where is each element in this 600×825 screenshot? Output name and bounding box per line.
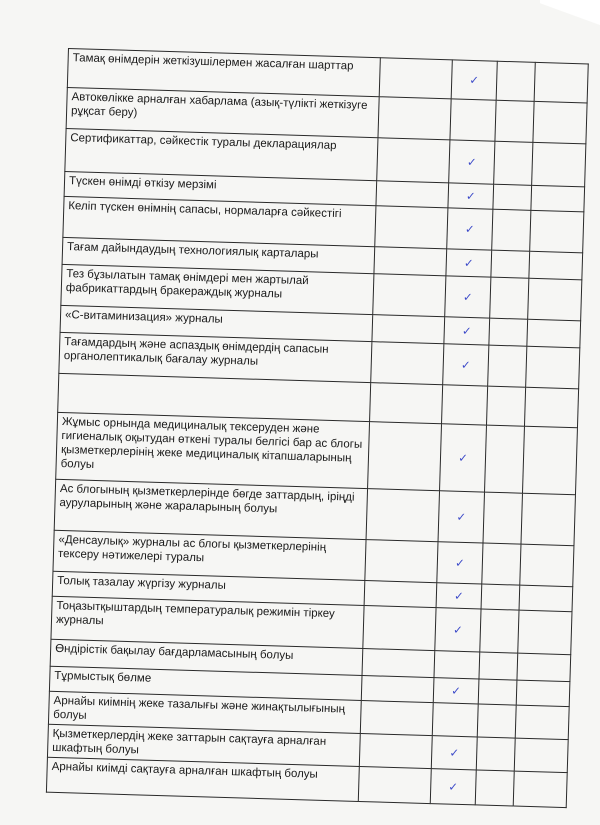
empty-cell	[376, 181, 449, 208]
row-label: Тоңазытқыштардың температуралық режимін тіркеу журналы	[51, 596, 364, 648]
empty-cell	[378, 97, 451, 140]
empty-cell	[518, 610, 572, 655]
empty-cell	[479, 652, 518, 680]
empty-cell	[490, 277, 529, 319]
empty-cell	[483, 492, 522, 544]
check-mark-icon: ✓	[457, 450, 469, 466]
empty-cell	[515, 705, 569, 740]
check-cell	[450, 99, 496, 141]
check-cell	[440, 424, 487, 492]
empty-cell	[370, 383, 443, 424]
row-label: Өндірістік бақылау бағдарламасының болуы	[50, 639, 363, 675]
empty-cell	[482, 543, 521, 585]
empty-cell	[532, 142, 586, 187]
row-label: Толық тазалау жүргізу журналы	[52, 571, 365, 605]
empty-cell	[526, 346, 580, 389]
empty-cell	[494, 141, 533, 185]
row-label: Жұмыс орнында медициналық тексеруден және гигиеналық оқытудан өткені туралы белгісі бар ас блогы қызметкерлерінің жеке медициналық кітапшаларының болуы	[56, 412, 370, 488]
check-cell	[432, 703, 478, 737]
empty-cell	[485, 425, 525, 493]
checklist-sheet	[46, 48, 589, 808]
check-mark-icon: ✓	[465, 188, 476, 204]
check-mark-icon: ✓	[466, 154, 477, 170]
row-label: Тағам дайындаудың технологиялық карталары	[62, 237, 375, 273]
check-mark-icon: ✓	[464, 221, 475, 237]
empty-cell	[374, 247, 447, 276]
empty-cell	[492, 209, 531, 251]
empty-cell	[475, 770, 514, 806]
paper-corner	[540, 0, 600, 40]
check-mark-icon: ✓	[451, 683, 462, 698]
check-cell	[433, 678, 479, 704]
empty-cell	[533, 101, 587, 144]
empty-cell	[527, 319, 581, 348]
empty-cell	[377, 138, 450, 183]
check-cell	[447, 208, 493, 250]
check-mark-icon: ✓	[453, 588, 464, 603]
empty-cell	[373, 274, 446, 317]
check-mark-icon: ✓	[461, 323, 472, 339]
check-cell	[444, 317, 490, 345]
row-label: Келіп түскен өнімнің сапасы, нормаларға сәйкестігі	[63, 196, 376, 246]
empty-cell	[496, 61, 535, 101]
empty-cell	[524, 387, 578, 428]
row-label: Арнайы киімнің жеке тазалығы және жинақтылығының болуы	[48, 691, 361, 733]
check-cell	[445, 276, 491, 318]
empty-cell	[530, 210, 584, 253]
check-cell	[438, 491, 484, 543]
empty-cell	[477, 704, 516, 738]
empty-cell	[534, 62, 588, 103]
empty-cell	[514, 738, 568, 773]
check-mark-icon: ✓	[463, 255, 474, 271]
empty-cell	[359, 733, 432, 768]
empty-cell	[362, 649, 435, 678]
empty-cell	[517, 653, 571, 682]
row-label: Тез бұзылатын тамақ өнімдері мен жартылай фабрикаттардың бракераждық журналы	[61, 264, 374, 314]
check-cell	[448, 183, 494, 209]
row-label: Арнайы киімді сақтауға арналған шкафтың болуы	[46, 757, 359, 801]
checklist-table	[46, 48, 589, 808]
empty-cell	[516, 680, 570, 707]
row-label: Түскен өнімді өткізу мерзімі	[64, 171, 377, 205]
check-mark-icon: ✓	[449, 745, 460, 760]
empty-cell	[365, 540, 438, 583]
check-cell	[451, 60, 497, 100]
check-cell	[443, 344, 489, 386]
check-cell	[442, 385, 488, 425]
check-mark-icon: ✓	[456, 509, 467, 525]
check-mark-icon: ✓	[452, 622, 463, 637]
empty-cell	[481, 584, 520, 610]
row-label: Ас блогының қызметкерлерінде бөгде заттардың, іріңді ауруларының және жараларының болуы	[54, 479, 367, 539]
row-label: Сертификаттар, сәйкестік туралы декларациялар	[65, 128, 378, 180]
check-mark-icon: ✓	[469, 72, 480, 88]
empty-cell	[371, 342, 444, 385]
row-label: Қызметкерлердің жеке заттарын сақтауға арналған шкафтың болуы	[47, 724, 360, 766]
empty-cell	[375, 206, 448, 249]
check-cell	[431, 736, 477, 770]
empty-cell	[491, 250, 530, 278]
empty-cell	[493, 184, 532, 210]
empty-cell	[379, 58, 452, 99]
row-label: Тағамдардың және аспаздық өнімдердің сапасын органолептикалық бағалау журналы	[59, 332, 372, 382]
empty-cell	[531, 185, 585, 212]
empty-cell	[363, 606, 436, 651]
empty-cell	[480, 609, 519, 653]
empty-cell	[476, 737, 515, 771]
empty-cell	[366, 489, 439, 542]
empty-cell	[513, 771, 567, 808]
empty-cell	[368, 422, 442, 491]
check-mark-icon: ✓	[462, 289, 473, 305]
empty-cell	[519, 585, 573, 612]
row-label: «Денсаулық» журналы ас блогы қызметкерлерінің тексеру нәтижелері туралы	[53, 530, 366, 580]
check-cell	[434, 651, 480, 679]
check-cell	[430, 769, 476, 805]
check-cell	[446, 249, 492, 277]
check-mark-icon: ✓	[454, 555, 465, 570]
empty-cell	[372, 315, 445, 344]
row-label: Тамақ өнімдерін жеткізушілермен жасалған шарттар	[67, 49, 380, 97]
empty-cell	[358, 766, 431, 803]
empty-cell	[488, 345, 527, 387]
row-label: Автокөлікке арналған хабарлама (азық-түлікті жеткізуге рұқсат беру)	[66, 87, 379, 137]
check-cell	[449, 140, 495, 184]
empty-cell	[522, 426, 577, 495]
row-label: Тұрмыстық бөлме	[49, 666, 362, 700]
check-cell	[437, 542, 483, 584]
empty-cell	[521, 493, 575, 546]
empty-cell	[520, 544, 574, 587]
empty-cell	[486, 386, 525, 426]
check-mark-icon: ✓	[448, 779, 459, 794]
empty-cell	[364, 581, 437, 608]
empty-cell	[361, 675, 434, 702]
empty-cell	[489, 318, 528, 346]
empty-cell	[478, 679, 517, 705]
check-mark-icon: ✓	[460, 357, 471, 373]
row-label: «С-витаминизация» журналы	[60, 305, 373, 341]
empty-cell	[360, 700, 433, 735]
empty-cell	[529, 251, 583, 280]
check-cell	[435, 608, 481, 652]
check-cell	[436, 583, 482, 609]
empty-cell	[495, 100, 534, 142]
empty-cell	[528, 278, 582, 321]
